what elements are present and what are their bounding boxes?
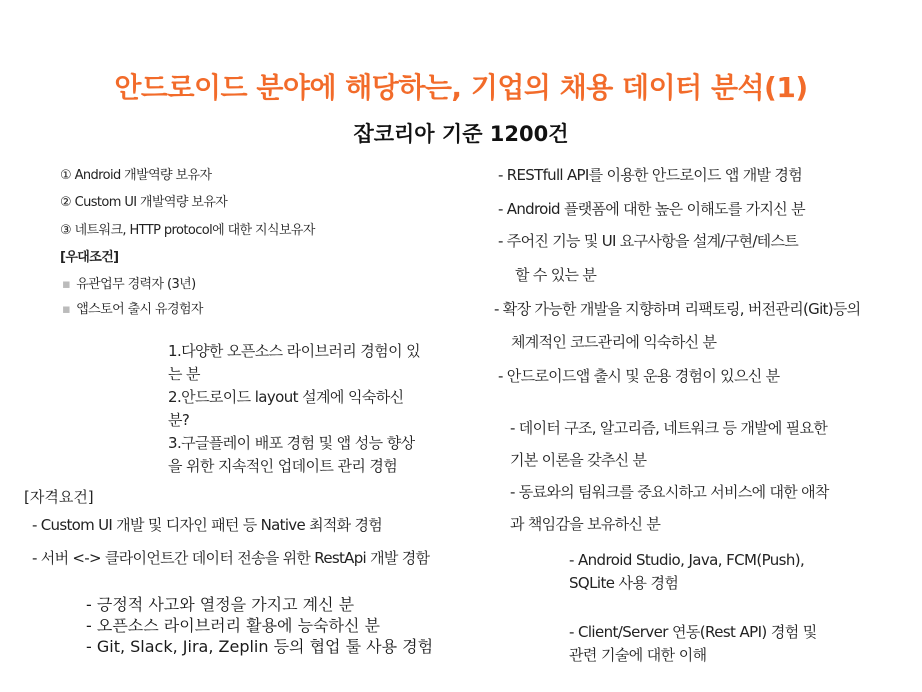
right-item-2: - Android 플랫폼에 대한 높은 이해도를 가지신 분 <box>498 200 805 218</box>
bullet-icon: ▪ <box>62 302 71 317</box>
middle-line: 2.안드로이드 layout 설계에 익숙하신 <box>168 388 404 406</box>
right-mid-2-cont: 과 책임감을 보유하신 분 <box>510 515 661 533</box>
right-mid-1-cont: 기본 이론을 갖추신 분 <box>510 451 647 469</box>
preferred-heading: [우대조건] <box>60 250 119 265</box>
right-item-5: - 안드로이드앱 출시 및 운용 경험이 있으신 분 <box>498 367 780 385</box>
right-item-3: - 주어진 기능 및 UI 요구사항을 설계/구현/테스트 <box>498 232 799 250</box>
right-bottom-line: - Client/Server 연동(Rest API) 경험 및 <box>569 623 817 641</box>
right-item-4: - 확장 가능한 개발을 지향하며 리팩토링, 버전관리(Git)등의 <box>494 300 861 318</box>
bottom-left-line: - Git, Slack, Jira, Zeplin 등의 협업 툴 사용 경험 <box>86 637 434 656</box>
middle-line: 1.다양한 오픈소스 라이브러리 경험이 있 <box>168 342 421 360</box>
middle-line: 분? <box>168 411 190 429</box>
req-item-3: ③ 네트워크, HTTP protocol에 대한 지식보유자 <box>60 223 315 238</box>
right-item-4-cont: 체계적인 코드관리에 익숙하신 분 <box>511 333 717 351</box>
right-mid-1: - 데이터 구조, 알고리즘, 네트워크 등 개발에 필요한 <box>510 419 828 437</box>
req-item-1: ① Android 개발역량 보유자 <box>60 168 212 183</box>
bullet-icon: ▪ <box>62 277 71 292</box>
right-bottom-block-1 <box>569 549 804 595</box>
qualification-item-1: - Custom UI 개발 및 디자인 패턴 등 Native 최적화 경험 <box>32 516 383 534</box>
bottom-left-line: - 오픈소스 라이브러리 활용에 능숙하신 분 <box>86 616 380 635</box>
right-item-3-cont: 할 수 있는 분 <box>515 266 597 284</box>
middle-line: 3.구글플레이 배포 경험 및 앱 성능 향상 <box>168 434 415 452</box>
right-bottom-line: SQLite 사용 경험 <box>569 574 679 592</box>
page-subtitle: 잡코리아 기준 1200건 <box>353 122 569 146</box>
bottom-left-block <box>86 594 433 657</box>
middle-block <box>168 340 420 478</box>
preferred-item-1: ▪ 유관업무 경력자 (3년) <box>62 277 196 292</box>
middle-line: 는 분 <box>168 365 200 383</box>
req-item-2: ② Custom UI 개발역량 보유자 <box>60 195 228 210</box>
page-title: 안드로이드 분야에 해당하는, 기업의 채용 데이터 분석(1) <box>114 71 808 104</box>
qualifications-heading: [자격요건] <box>24 488 94 506</box>
right-item-1: - RESTfull API를 이용한 안드로이드 앱 개발 경험 <box>498 166 802 184</box>
right-bottom-line: 관련 기술에 대한 이해 <box>569 646 707 664</box>
right-bottom-line: - Android Studio, Java, FCM(Push), <box>569 551 805 569</box>
preferred-item-2: ▪ 앱스토어 출시 유경험자 <box>62 302 203 317</box>
middle-line: 을 위한 지속적인 업데이트 관리 경험 <box>168 457 398 475</box>
bottom-left-line: - 긍정적 사고와 열정을 가지고 계신 분 <box>86 595 355 614</box>
right-bottom-block-2 <box>569 621 817 667</box>
qualification-item-2: - 서버 <-> 클라이언트간 데이터 전송을 위한 RestApi 개발 경함 <box>32 549 430 567</box>
right-mid-2: - 동료와의 팀워크를 중요시하고 서비스에 대한 애착 <box>510 483 829 501</box>
